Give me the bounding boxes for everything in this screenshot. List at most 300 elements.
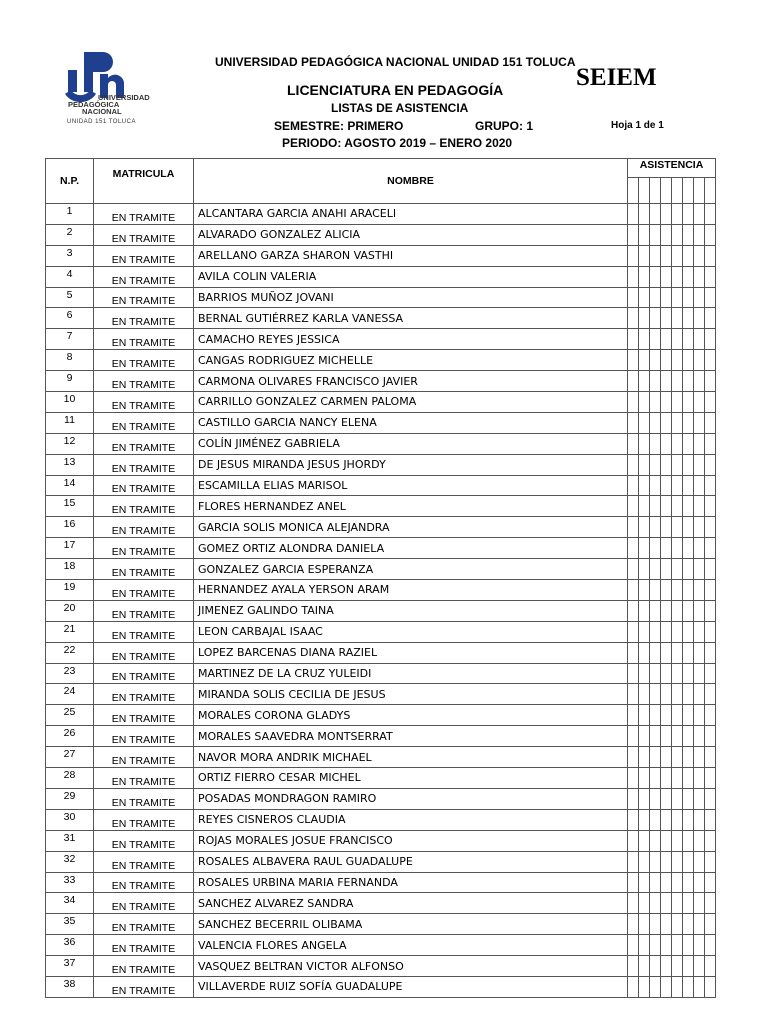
attendance-cell[interactable] [628, 788, 639, 809]
attendance-cell[interactable] [628, 893, 639, 914]
attendance-cell[interactable] [694, 830, 705, 851]
attendance-cell[interactable] [694, 392, 705, 413]
attendance-cell[interactable] [661, 621, 672, 642]
attendance-cell[interactable] [705, 956, 716, 977]
attendance-cell[interactable] [628, 914, 639, 935]
attendance-cell[interactable] [672, 266, 683, 287]
attendance-cell[interactable] [650, 454, 661, 475]
attendance-cell[interactable] [639, 747, 650, 768]
attendance-cell[interactable] [683, 830, 694, 851]
attendance-cell[interactable] [694, 559, 705, 580]
attendance-cell[interactable] [672, 830, 683, 851]
attendance-cell[interactable] [661, 580, 672, 601]
attendance-cell[interactable] [672, 245, 683, 266]
attendance-cell[interactable] [639, 893, 650, 914]
attendance-cell[interactable] [639, 705, 650, 726]
attendance-cell[interactable] [661, 684, 672, 705]
attendance-cell[interactable] [683, 788, 694, 809]
attendance-cell[interactable] [639, 642, 650, 663]
attendance-cell[interactable] [672, 872, 683, 893]
attendance-cell[interactable] [628, 287, 639, 308]
attendance-cell[interactable] [661, 308, 672, 329]
attendance-cell[interactable] [650, 496, 661, 517]
attendance-cell[interactable] [694, 580, 705, 601]
attendance-cell[interactable] [672, 392, 683, 413]
attendance-cell[interactable] [705, 287, 716, 308]
attendance-cell[interactable] [694, 475, 705, 496]
attendance-cell[interactable] [661, 517, 672, 538]
attendance-cell[interactable] [705, 914, 716, 935]
attendance-cell[interactable] [672, 642, 683, 663]
attendance-cell[interactable] [705, 788, 716, 809]
attendance-cell[interactable] [672, 705, 683, 726]
attendance-cell[interactable] [694, 224, 705, 245]
attendance-cell[interactable] [639, 412, 650, 433]
attendance-cell[interactable] [661, 412, 672, 433]
attendance-cell[interactable] [705, 768, 716, 789]
attendance-cell[interactable] [672, 893, 683, 914]
attendance-cell[interactable] [683, 204, 694, 225]
attendance-cell[interactable] [694, 976, 705, 997]
attendance-cell[interactable] [628, 224, 639, 245]
attendance-cell[interactable] [672, 308, 683, 329]
attendance-cell[interactable] [639, 475, 650, 496]
attendance-cell[interactable] [661, 914, 672, 935]
attendance-cell[interactable] [672, 935, 683, 956]
attendance-cell[interactable] [661, 872, 672, 893]
attendance-cell[interactable] [628, 663, 639, 684]
attendance-cell[interactable] [672, 538, 683, 559]
attendance-cell[interactable] [661, 538, 672, 559]
attendance-cell[interactable] [683, 726, 694, 747]
attendance-cell[interactable] [705, 392, 716, 413]
attendance-cell[interactable] [628, 830, 639, 851]
attendance-cell[interactable] [639, 517, 650, 538]
attendance-cell[interactable] [661, 287, 672, 308]
attendance-cell[interactable] [683, 308, 694, 329]
attendance-cell[interactable] [639, 976, 650, 997]
attendance-cell[interactable] [650, 747, 661, 768]
attendance-cell[interactable] [639, 454, 650, 475]
attendance-cell[interactable] [628, 412, 639, 433]
attendance-cell[interactable] [628, 538, 639, 559]
attendance-cell[interactable] [683, 956, 694, 977]
attendance-cell[interactable] [661, 204, 672, 225]
attendance-cell[interactable] [683, 538, 694, 559]
attendance-cell[interactable] [672, 559, 683, 580]
attendance-cell[interactable] [661, 976, 672, 997]
attendance-cell[interactable] [694, 433, 705, 454]
attendance-cell[interactable] [650, 287, 661, 308]
attendance-cell[interactable] [639, 204, 650, 225]
attendance-cell[interactable] [661, 726, 672, 747]
attendance-cell[interactable] [639, 788, 650, 809]
attendance-cell[interactable] [628, 350, 639, 371]
attendance-cell[interactable] [639, 872, 650, 893]
attendance-cell[interactable] [694, 935, 705, 956]
attendance-cell[interactable] [650, 224, 661, 245]
attendance-cell[interactable] [705, 621, 716, 642]
attendance-cell[interactable] [639, 329, 650, 350]
attendance-cell[interactable] [672, 747, 683, 768]
attendance-cell[interactable] [683, 642, 694, 663]
attendance-cell[interactable] [661, 266, 672, 287]
attendance-cell[interactable] [672, 371, 683, 392]
attendance-cell[interactable] [672, 768, 683, 789]
attendance-cell[interactable] [705, 204, 716, 225]
attendance-cell[interactable] [705, 559, 716, 580]
attendance-cell[interactable] [672, 600, 683, 621]
attendance-cell[interactable] [683, 580, 694, 601]
attendance-cell[interactable] [628, 266, 639, 287]
attendance-cell[interactable] [628, 851, 639, 872]
attendance-cell[interactable] [628, 809, 639, 830]
attendance-cell[interactable] [639, 559, 650, 580]
attendance-cell[interactable] [694, 642, 705, 663]
attendance-cell[interactable] [694, 956, 705, 977]
attendance-cell[interactable] [694, 308, 705, 329]
attendance-cell[interactable] [705, 851, 716, 872]
attendance-cell[interactable] [683, 559, 694, 580]
attendance-cell[interactable] [683, 287, 694, 308]
attendance-cell[interactable] [661, 788, 672, 809]
attendance-cell[interactable] [650, 684, 661, 705]
attendance-cell[interactable] [650, 580, 661, 601]
attendance-cell[interactable] [661, 496, 672, 517]
attendance-cell[interactable] [650, 642, 661, 663]
attendance-cell[interactable] [661, 956, 672, 977]
attendance-cell[interactable] [628, 580, 639, 601]
attendance-cell[interactable] [705, 893, 716, 914]
attendance-cell[interactable] [628, 454, 639, 475]
attendance-cell[interactable] [705, 642, 716, 663]
attendance-cell[interactable] [705, 726, 716, 747]
attendance-cell[interactable] [672, 788, 683, 809]
attendance-cell[interactable] [650, 872, 661, 893]
attendance-cell[interactable] [694, 851, 705, 872]
attendance-cell[interactable] [628, 705, 639, 726]
attendance-cell[interactable] [683, 496, 694, 517]
attendance-cell[interactable] [628, 600, 639, 621]
attendance-cell[interactable] [650, 621, 661, 642]
attendance-cell[interactable] [705, 538, 716, 559]
attendance-cell[interactable] [650, 726, 661, 747]
attendance-cell[interactable] [672, 809, 683, 830]
attendance-cell[interactable] [661, 350, 672, 371]
attendance-cell[interactable] [694, 412, 705, 433]
attendance-cell[interactable] [683, 893, 694, 914]
attendance-cell[interactable] [650, 475, 661, 496]
attendance-cell[interactable] [683, 371, 694, 392]
attendance-cell[interactable] [705, 580, 716, 601]
attendance-cell[interactable] [705, 475, 716, 496]
attendance-cell[interactable] [661, 747, 672, 768]
attendance-cell[interactable] [705, 684, 716, 705]
attendance-cell[interactable] [650, 809, 661, 830]
attendance-cell[interactable] [650, 830, 661, 851]
attendance-cell[interactable] [661, 475, 672, 496]
attendance-cell[interactable] [672, 580, 683, 601]
attendance-cell[interactable] [683, 768, 694, 789]
attendance-cell[interactable] [650, 956, 661, 977]
attendance-cell[interactable] [683, 600, 694, 621]
attendance-cell[interactable] [694, 496, 705, 517]
attendance-cell[interactable] [628, 392, 639, 413]
attendance-cell[interactable] [639, 935, 650, 956]
attendance-cell[interactable] [650, 433, 661, 454]
attendance-cell[interactable] [694, 371, 705, 392]
attendance-cell[interactable] [683, 914, 694, 935]
attendance-cell[interactable] [661, 454, 672, 475]
attendance-cell[interactable] [683, 663, 694, 684]
attendance-cell[interactable] [639, 496, 650, 517]
attendance-cell[interactable] [628, 475, 639, 496]
attendance-cell[interactable] [628, 329, 639, 350]
attendance-cell[interactable] [683, 705, 694, 726]
attendance-cell[interactable] [650, 350, 661, 371]
attendance-cell[interactable] [650, 266, 661, 287]
attendance-cell[interactable] [661, 559, 672, 580]
attendance-cell[interactable] [694, 600, 705, 621]
attendance-cell[interactable] [694, 705, 705, 726]
attendance-cell[interactable] [683, 412, 694, 433]
attendance-cell[interactable] [661, 245, 672, 266]
attendance-cell[interactable] [639, 371, 650, 392]
attendance-cell[interactable] [683, 392, 694, 413]
attendance-cell[interactable] [639, 287, 650, 308]
attendance-cell[interactable] [661, 642, 672, 663]
attendance-cell[interactable] [683, 851, 694, 872]
attendance-cell[interactable] [639, 600, 650, 621]
attendance-cell[interactable] [672, 684, 683, 705]
attendance-cell[interactable] [628, 433, 639, 454]
attendance-cell[interactable] [672, 621, 683, 642]
attendance-cell[interactable] [694, 621, 705, 642]
attendance-cell[interactable] [705, 517, 716, 538]
attendance-cell[interactable] [639, 538, 650, 559]
attendance-cell[interactable] [694, 663, 705, 684]
attendance-cell[interactable] [650, 517, 661, 538]
attendance-cell[interactable] [661, 830, 672, 851]
attendance-cell[interactable] [705, 705, 716, 726]
attendance-cell[interactable] [705, 935, 716, 956]
attendance-cell[interactable] [628, 956, 639, 977]
attendance-cell[interactable] [694, 747, 705, 768]
attendance-cell[interactable] [661, 224, 672, 245]
attendance-cell[interactable] [683, 329, 694, 350]
attendance-cell[interactable] [650, 329, 661, 350]
attendance-cell[interactable] [661, 851, 672, 872]
attendance-cell[interactable] [683, 517, 694, 538]
attendance-cell[interactable] [650, 788, 661, 809]
attendance-cell[interactable] [683, 684, 694, 705]
attendance-cell[interactable] [639, 308, 650, 329]
attendance-cell[interactable] [628, 872, 639, 893]
attendance-cell[interactable] [639, 851, 650, 872]
attendance-cell[interactable] [672, 433, 683, 454]
attendance-cell[interactable] [705, 496, 716, 517]
attendance-cell[interactable] [672, 976, 683, 997]
attendance-cell[interactable] [683, 475, 694, 496]
attendance-cell[interactable] [628, 517, 639, 538]
attendance-cell[interactable] [628, 684, 639, 705]
attendance-cell[interactable] [705, 245, 716, 266]
attendance-cell[interactable] [672, 726, 683, 747]
attendance-cell[interactable] [694, 914, 705, 935]
attendance-cell[interactable] [683, 454, 694, 475]
attendance-cell[interactable] [694, 287, 705, 308]
attendance-cell[interactable] [705, 809, 716, 830]
attendance-cell[interactable] [661, 768, 672, 789]
attendance-cell[interactable] [650, 392, 661, 413]
attendance-cell[interactable] [639, 621, 650, 642]
attendance-cell[interactable] [705, 976, 716, 997]
attendance-cell[interactable] [694, 245, 705, 266]
attendance-cell[interactable] [683, 350, 694, 371]
attendance-cell[interactable] [705, 224, 716, 245]
attendance-cell[interactable] [705, 371, 716, 392]
attendance-cell[interactable] [694, 517, 705, 538]
attendance-cell[interactable] [672, 224, 683, 245]
attendance-cell[interactable] [628, 245, 639, 266]
attendance-cell[interactable] [672, 204, 683, 225]
attendance-cell[interactable] [694, 538, 705, 559]
attendance-cell[interactable] [661, 893, 672, 914]
attendance-cell[interactable] [628, 935, 639, 956]
attendance-cell[interactable] [683, 266, 694, 287]
attendance-cell[interactable] [661, 392, 672, 413]
attendance-cell[interactable] [705, 747, 716, 768]
attendance-cell[interactable] [639, 266, 650, 287]
attendance-cell[interactable] [628, 768, 639, 789]
attendance-cell[interactable] [672, 517, 683, 538]
attendance-cell[interactable] [683, 621, 694, 642]
attendance-cell[interactable] [694, 726, 705, 747]
attendance-cell[interactable] [705, 872, 716, 893]
attendance-cell[interactable] [694, 454, 705, 475]
attendance-cell[interactable] [628, 308, 639, 329]
attendance-cell[interactable] [639, 224, 650, 245]
attendance-cell[interactable] [705, 600, 716, 621]
attendance-cell[interactable] [639, 392, 650, 413]
attendance-cell[interactable] [650, 768, 661, 789]
attendance-cell[interactable] [661, 371, 672, 392]
attendance-cell[interactable] [661, 705, 672, 726]
attendance-cell[interactable] [672, 956, 683, 977]
attendance-cell[interactable] [628, 642, 639, 663]
attendance-cell[interactable] [683, 976, 694, 997]
attendance-cell[interactable] [639, 245, 650, 266]
attendance-cell[interactable] [672, 663, 683, 684]
attendance-cell[interactable] [650, 245, 661, 266]
attendance-cell[interactable] [650, 893, 661, 914]
attendance-cell[interactable] [683, 809, 694, 830]
attendance-cell[interactable] [639, 580, 650, 601]
attendance-cell[interactable] [628, 559, 639, 580]
attendance-cell[interactable] [672, 350, 683, 371]
attendance-cell[interactable] [683, 224, 694, 245]
attendance-cell[interactable] [628, 726, 639, 747]
attendance-cell[interactable] [705, 454, 716, 475]
attendance-cell[interactable] [672, 496, 683, 517]
attendance-cell[interactable] [628, 371, 639, 392]
attendance-cell[interactable] [650, 412, 661, 433]
attendance-cell[interactable] [628, 747, 639, 768]
attendance-cell[interactable] [661, 329, 672, 350]
attendance-cell[interactable] [705, 329, 716, 350]
attendance-cell[interactable] [639, 350, 650, 371]
attendance-cell[interactable] [694, 350, 705, 371]
attendance-cell[interactable] [628, 976, 639, 997]
attendance-cell[interactable] [650, 559, 661, 580]
attendance-cell[interactable] [650, 308, 661, 329]
attendance-cell[interactable] [661, 663, 672, 684]
attendance-cell[interactable] [650, 371, 661, 392]
attendance-cell[interactable] [639, 956, 650, 977]
attendance-cell[interactable] [639, 726, 650, 747]
attendance-cell[interactable] [672, 454, 683, 475]
attendance-cell[interactable] [628, 204, 639, 225]
attendance-cell[interactable] [705, 663, 716, 684]
attendance-cell[interactable] [683, 245, 694, 266]
attendance-cell[interactable] [650, 204, 661, 225]
attendance-cell[interactable] [661, 809, 672, 830]
attendance-cell[interactable] [639, 914, 650, 935]
attendance-cell[interactable] [672, 412, 683, 433]
attendance-cell[interactable] [639, 663, 650, 684]
attendance-cell[interactable] [661, 935, 672, 956]
attendance-cell[interactable] [650, 851, 661, 872]
attendance-cell[interactable] [683, 433, 694, 454]
attendance-cell[interactable] [650, 663, 661, 684]
attendance-cell[interactable] [705, 412, 716, 433]
attendance-cell[interactable] [650, 705, 661, 726]
attendance-cell[interactable] [628, 621, 639, 642]
attendance-cell[interactable] [705, 308, 716, 329]
attendance-cell[interactable] [683, 872, 694, 893]
attendance-cell[interactable] [705, 350, 716, 371]
attendance-cell[interactable] [683, 935, 694, 956]
attendance-cell[interactable] [694, 684, 705, 705]
attendance-cell[interactable] [628, 496, 639, 517]
attendance-cell[interactable] [672, 914, 683, 935]
attendance-cell[interactable] [672, 287, 683, 308]
attendance-cell[interactable] [639, 768, 650, 789]
attendance-cell[interactable] [639, 830, 650, 851]
attendance-cell[interactable] [694, 768, 705, 789]
attendance-cell[interactable] [639, 809, 650, 830]
attendance-cell[interactable] [694, 329, 705, 350]
attendance-cell[interactable] [672, 329, 683, 350]
attendance-cell[interactable] [694, 788, 705, 809]
attendance-cell[interactable] [705, 266, 716, 287]
attendance-cell[interactable] [705, 830, 716, 851]
attendance-cell[interactable] [650, 538, 661, 559]
attendance-cell[interactable] [650, 935, 661, 956]
attendance-cell[interactable] [650, 600, 661, 621]
attendance-cell[interactable] [694, 809, 705, 830]
attendance-cell[interactable] [683, 747, 694, 768]
attendance-cell[interactable] [694, 266, 705, 287]
attendance-cell[interactable] [705, 433, 716, 454]
attendance-cell[interactable] [694, 204, 705, 225]
attendance-cell[interactable] [661, 600, 672, 621]
attendance-cell[interactable] [694, 872, 705, 893]
attendance-cell[interactable] [694, 893, 705, 914]
attendance-cell[interactable] [650, 914, 661, 935]
attendance-cell[interactable] [650, 976, 661, 997]
attendance-cell[interactable] [672, 475, 683, 496]
